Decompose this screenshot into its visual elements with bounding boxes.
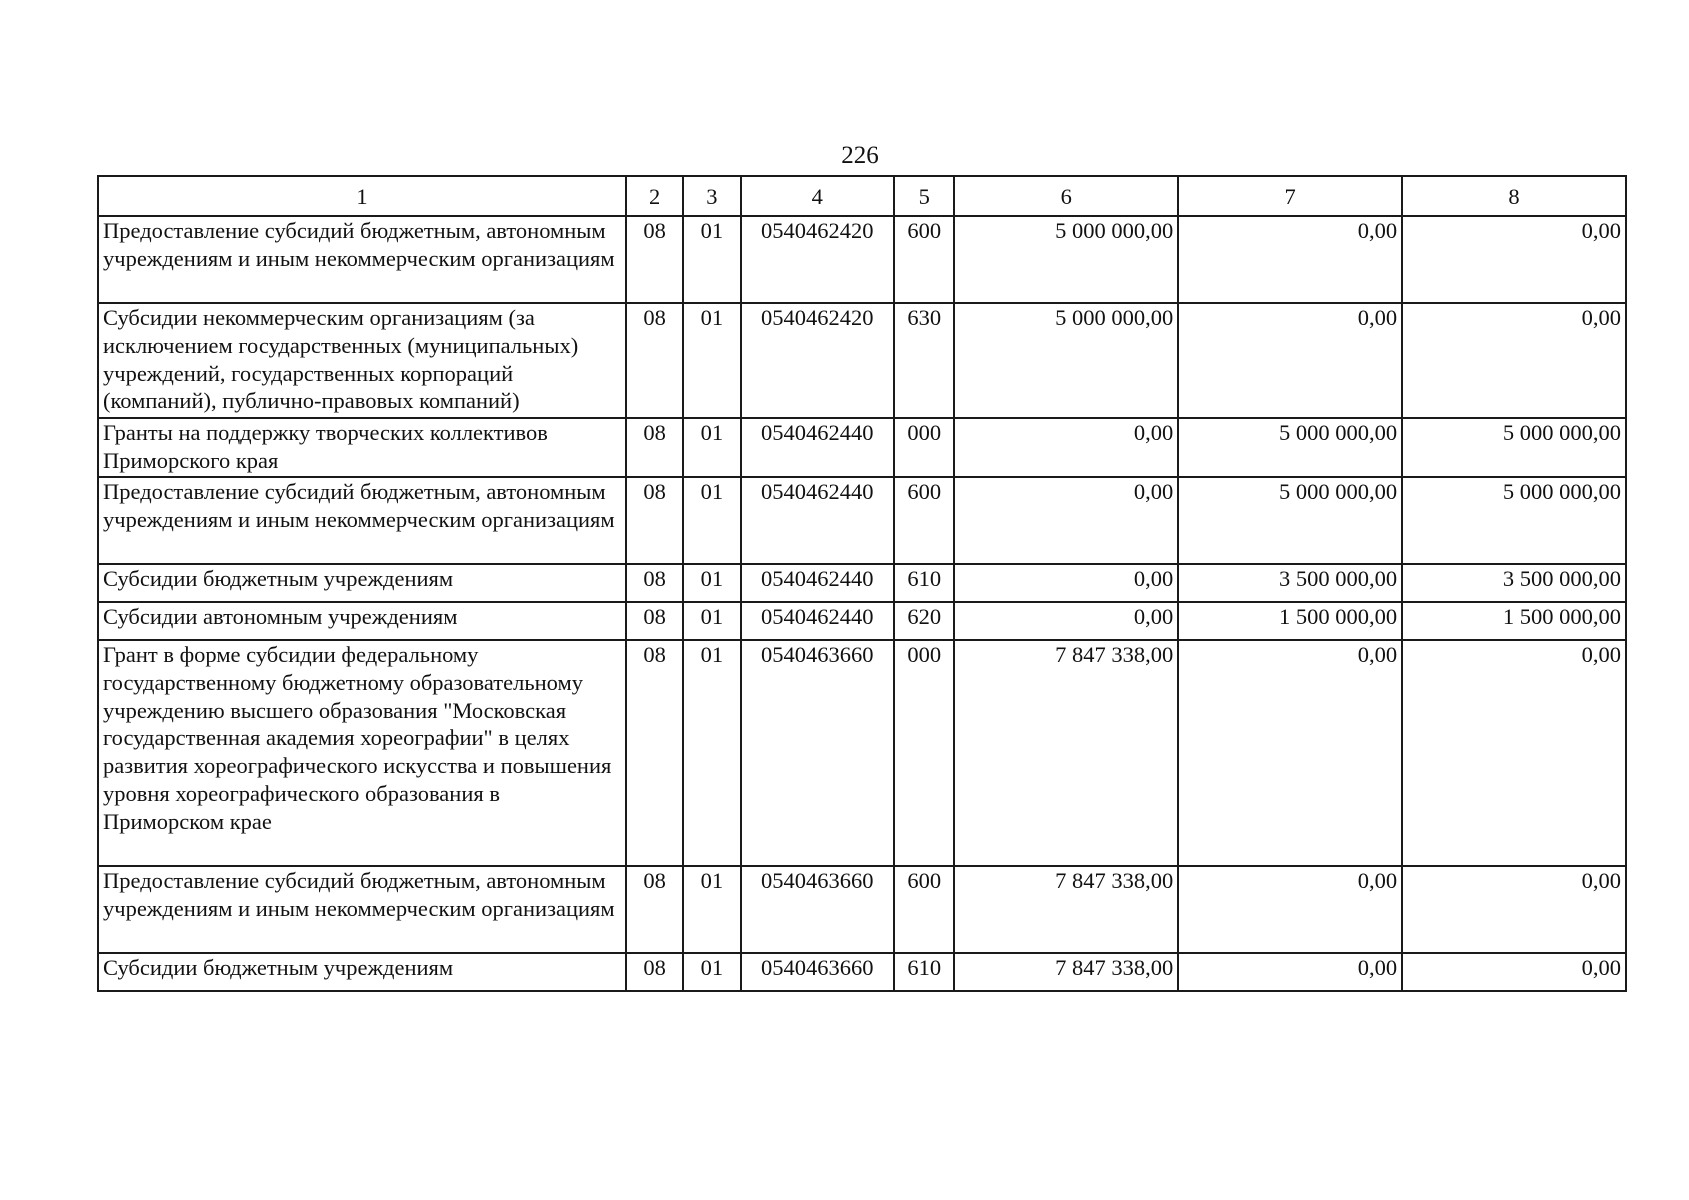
table-row [98, 564, 1626, 602]
amount-col-7: 0,00 [1178, 216, 1402, 303]
amount-col-8: 0,00 [1402, 303, 1626, 418]
column-header: 4 [741, 176, 895, 216]
amount-col-6: 7 847 338,00 [954, 640, 1178, 866]
section-code: 08 [626, 418, 683, 477]
subsection-code: 01 [683, 602, 740, 640]
row-name: Субсидии автономным учреждениям [98, 602, 626, 640]
section-code: 08 [626, 602, 683, 640]
budget-table [97, 175, 1627, 992]
row-name: Предоставление субсидий бюджетным, автономным учреждениям и иным некоммерческим организациям [98, 216, 626, 303]
type-code: 610 [894, 564, 954, 602]
target-code: 0540462440 [741, 477, 895, 564]
section-code: 08 [626, 303, 683, 418]
target-code: 0540462420 [741, 303, 895, 418]
amount-col-6: 7 847 338,00 [954, 866, 1178, 953]
column-header: 3 [683, 176, 740, 216]
page-number: 226 [841, 142, 879, 169]
column-header: 7 [1178, 176, 1402, 216]
amount-col-6: 5 000 000,00 [954, 216, 1178, 303]
type-code: 620 [894, 602, 954, 640]
target-code: 0540462440 [741, 602, 895, 640]
row-name: Субсидии бюджетным учреждениям [98, 564, 626, 602]
column-header: 8 [1402, 176, 1626, 216]
column-header: 1 [98, 176, 626, 216]
section-code: 08 [626, 216, 683, 303]
amount-col-7: 0,00 [1178, 866, 1402, 953]
subsection-code: 01 [683, 216, 740, 303]
amount-col-6: 0,00 [954, 564, 1178, 602]
column-header: 6 [954, 176, 1178, 216]
amount-col-7: 0,00 [1178, 640, 1402, 866]
subsection-code: 01 [683, 640, 740, 866]
table-row [98, 418, 1626, 477]
table-row [98, 866, 1626, 953]
target-code: 0540463660 [741, 866, 895, 953]
amount-col-6: 5 000 000,00 [954, 303, 1178, 418]
subsection-code: 01 [683, 418, 740, 477]
table-row [98, 477, 1626, 564]
target-code: 0540462440 [741, 564, 895, 602]
subsection-code: 01 [683, 564, 740, 602]
column-header: 5 [894, 176, 954, 216]
section-code: 08 [626, 477, 683, 564]
table-row [98, 953, 1626, 991]
subsection-code: 01 [683, 303, 740, 418]
subsection-code: 01 [683, 866, 740, 953]
amount-col-8: 5 000 000,00 [1402, 418, 1626, 477]
column-number-row [98, 176, 1626, 216]
row-name: Субсидии бюджетным учреждениям [98, 953, 626, 991]
amount-col-8: 3 500 000,00 [1402, 564, 1626, 602]
amount-col-6: 7 847 338,00 [954, 953, 1178, 991]
section-code: 08 [626, 866, 683, 953]
amount-col-8: 1 500 000,00 [1402, 602, 1626, 640]
subsection-code: 01 [683, 953, 740, 991]
amount-col-8: 0,00 [1402, 216, 1626, 303]
amount-col-8: 5 000 000,00 [1402, 477, 1626, 564]
column-header: 2 [626, 176, 683, 216]
amount-col-7: 5 000 000,00 [1178, 477, 1402, 564]
amount-col-7: 0,00 [1178, 953, 1402, 991]
amount-col-8: 0,00 [1402, 953, 1626, 991]
type-code: 600 [894, 216, 954, 303]
amount-col-7: 0,00 [1178, 303, 1402, 418]
amount-col-6: 0,00 [954, 418, 1178, 477]
section-code: 08 [626, 953, 683, 991]
target-code: 0540463660 [741, 953, 895, 991]
row-name: Предоставление субсидий бюджетным, автономным учреждениям и иным некоммерческим организациям [98, 477, 626, 564]
subsection-code: 01 [683, 477, 740, 564]
row-name: Гранты на поддержку творческих коллективов Приморского края [98, 418, 626, 477]
table-row [98, 216, 1626, 303]
type-code: 000 [894, 640, 954, 866]
amount-col-7: 5 000 000,00 [1178, 418, 1402, 477]
type-code: 600 [894, 866, 954, 953]
section-code: 08 [626, 640, 683, 866]
table-row [98, 602, 1626, 640]
amount-col-6: 0,00 [954, 602, 1178, 640]
target-code: 0540463660 [741, 640, 895, 866]
row-name: Грант в форме субсидии федеральному государственному бюджетному образовательному учреждению высшего образования "Московская государственная академия хореографии" в целях развития хореографического искусства и повышения уровня хореографического образования в Приморском крае [98, 640, 626, 866]
target-code: 0540462440 [741, 418, 895, 477]
type-code: 630 [894, 303, 954, 418]
table-row [98, 303, 1626, 418]
amount-col-6: 0,00 [954, 477, 1178, 564]
table-row [98, 640, 1626, 866]
amount-col-7: 3 500 000,00 [1178, 564, 1402, 602]
section-code: 08 [626, 564, 683, 602]
type-code: 610 [894, 953, 954, 991]
type-code: 600 [894, 477, 954, 564]
amount-col-7: 1 500 000,00 [1178, 602, 1402, 640]
target-code: 0540462420 [741, 216, 895, 303]
amount-col-8: 0,00 [1402, 866, 1626, 953]
amount-col-8: 0,00 [1402, 640, 1626, 866]
row-name: Предоставление субсидий бюджетным, автономным учреждениям и иным некоммерческим организациям [98, 866, 626, 953]
type-code: 000 [894, 418, 954, 477]
row-name: Субсидии некоммерческим организациям (за исключением государственных (муниципальных) учреждений, государственных корпораций (компаний), публично-правовых компаний) [98, 303, 626, 418]
